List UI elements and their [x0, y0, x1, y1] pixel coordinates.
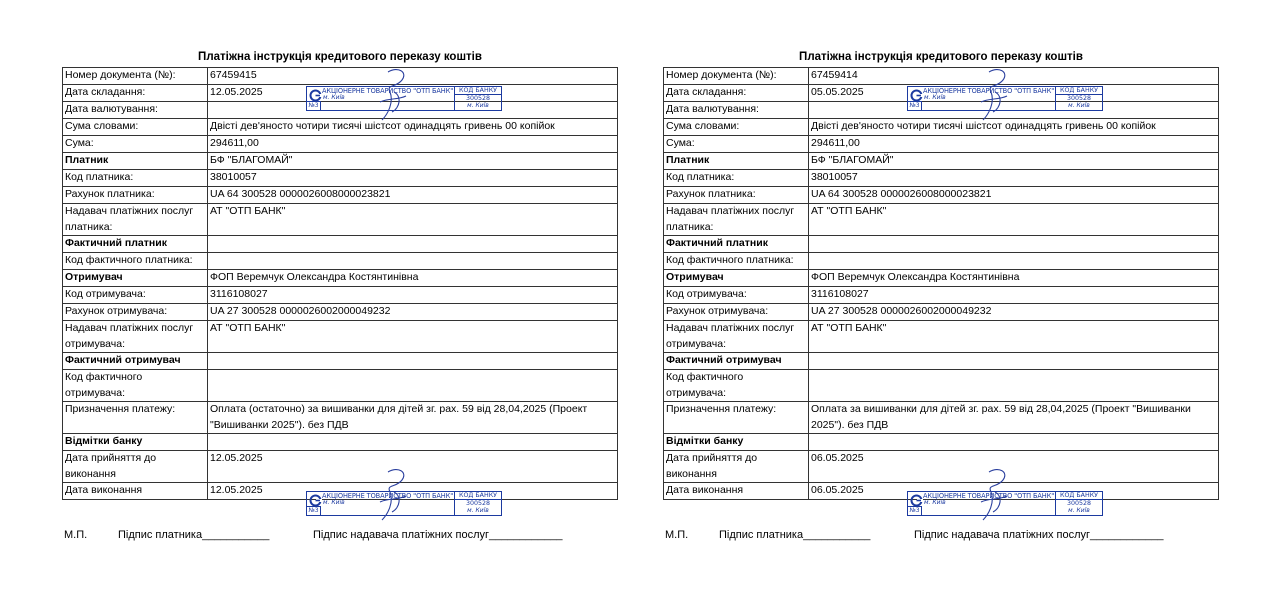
- handwritten-signature: [358, 462, 428, 532]
- label: Рахунок платника:: [664, 187, 809, 204]
- value: [809, 236, 1219, 253]
- value: АТ "ОТП БАНК": [809, 321, 1219, 353]
- row-payer: [63, 153, 618, 170]
- row-actual-payer: [63, 236, 618, 253]
- row-recipient-account: [63, 304, 618, 321]
- value: [809, 370, 1219, 402]
- value: ФОП Веремчук Олександра Костянтинівна: [208, 270, 618, 287]
- value: 06.05.2025: [809, 451, 1219, 483]
- value: Оплата (остаточно) за вишиванки для дітей зг. рах. 59 від 28,04,2025 (Проект "Вишиванки 2025"). без ПДВ: [208, 402, 618, 434]
- row-recipient-code: [664, 287, 1219, 304]
- row-payer-code: [63, 170, 618, 187]
- row-payment-purpose: [63, 402, 618, 434]
- value: 294611,00: [809, 136, 1219, 153]
- row-payer-provider: [63, 204, 618, 236]
- row-recipient: [63, 270, 618, 287]
- payment-form-table: [663, 67, 1219, 500]
- row-actual-recipient: [664, 353, 1219, 370]
- value: АТ "ОТП БАНК": [208, 321, 618, 353]
- row-payer-account: [63, 187, 618, 204]
- stamp-code-label: КОД БАНКУ: [1056, 492, 1102, 500]
- label: Надавач платіжних послуг платника:: [63, 204, 208, 236]
- value: [208, 353, 618, 370]
- value: 67459414: [809, 68, 1219, 85]
- mp-label: М.П.: [64, 529, 88, 541]
- stamp-city: м. Київ: [924, 499, 946, 506]
- label: Призначення платежу:: [664, 402, 809, 434]
- label: Сума словами:: [664, 119, 809, 136]
- handwritten-signature: [959, 462, 1029, 532]
- row-recipient-code: [63, 287, 618, 304]
- row-payer-provider: [664, 204, 1219, 236]
- stamp-number: №3: [307, 101, 321, 110]
- value: [809, 434, 1219, 451]
- row-bank-marks: [63, 434, 618, 451]
- stamp-number: №3: [307, 506, 321, 515]
- label: Сума:: [63, 136, 208, 153]
- label: Дата складання:: [63, 85, 208, 102]
- label: Дата складання:: [664, 85, 809, 102]
- row-recipient-provider: [664, 321, 1219, 353]
- value: UA 64 300528 0000026008000023821: [208, 187, 618, 204]
- label: Надавач платіжних послуг отримувача:: [63, 321, 208, 353]
- label: Надавач платіжних послуг платника:: [664, 204, 809, 236]
- stamp-bank-code: 300528: [465, 95, 491, 102]
- payer-signature-line: Підпис платника___________: [118, 529, 270, 541]
- payment-instruction-left: [62, 48, 618, 500]
- value: 294611,00: [208, 136, 618, 153]
- handwritten-signature: [358, 62, 428, 132]
- stamp-city: м. Київ: [323, 94, 345, 101]
- label: Номер документа (№):: [63, 68, 208, 85]
- label: Дата валютування:: [664, 102, 809, 119]
- payment-form-table: [62, 67, 618, 500]
- label: Надавач платіжних послуг отримувача:: [664, 321, 809, 353]
- label: Дата валютування:: [63, 102, 208, 119]
- value: UA 27 300528 0000026002000049232: [208, 304, 618, 321]
- label: Відмітки банку: [664, 434, 809, 451]
- label: Рахунок отримувача:: [664, 304, 809, 321]
- label: Платник: [664, 153, 809, 170]
- value: 12.05.2025: [208, 483, 618, 500]
- label: Дата виконання: [63, 483, 208, 500]
- value: UA 27 300528 0000026002000049232: [809, 304, 1219, 321]
- row-payer-account: [664, 187, 1219, 204]
- label: Код отримувача:: [63, 287, 208, 304]
- label: Сума:: [664, 136, 809, 153]
- value: 05.05.2025: [809, 85, 1219, 102]
- label: Фактичний платник: [664, 236, 809, 253]
- value: БФ "БЛАГОМАЙ": [809, 153, 1219, 170]
- label: Призначення платежу:: [63, 402, 208, 434]
- label: Відмітки банку: [63, 434, 208, 451]
- provider-signature-line: Підпис надавача платіжних послуг____________: [914, 529, 1164, 541]
- stamp-bank-code: 300528: [465, 500, 491, 507]
- value: 67459415: [208, 68, 618, 85]
- row-amount-words: [664, 119, 1219, 136]
- row-payer: [664, 153, 1219, 170]
- row-payer-code: [664, 170, 1219, 187]
- label: Отримувач: [664, 270, 809, 287]
- value: 38010057: [208, 170, 618, 187]
- stamp-code-city: м. Київ: [467, 102, 489, 109]
- label: Рахунок отримувача:: [63, 304, 208, 321]
- value: АТ "ОТП БАНК": [208, 204, 618, 236]
- row-actual-recipient-code: [63, 370, 618, 402]
- stamp-bank-name: АКЦІОНЕРНЕ ТОВАРИСТВО "ОТП БАНК": [322, 492, 454, 500]
- row-doc-number: [63, 68, 618, 85]
- row-actual-payer-code: [63, 253, 618, 270]
- row-bank-marks: [664, 434, 1219, 451]
- value: [208, 434, 618, 451]
- row-amount-words: [63, 119, 618, 136]
- payer-signature-line: Підпис платника___________: [719, 529, 871, 541]
- label: Код платника:: [664, 170, 809, 187]
- row-actual-payer-code: [664, 253, 1219, 270]
- label: Код отримувача:: [664, 287, 809, 304]
- stamp-code-label: КОД БАНКУ: [1056, 87, 1102, 95]
- row-amount: [664, 136, 1219, 153]
- stamp-code-city: м. Київ: [467, 507, 489, 514]
- label: Дата прийняття до виконання: [63, 451, 208, 483]
- stamp-bank-code: 300528: [1066, 95, 1092, 102]
- value: [809, 253, 1219, 270]
- row-recipient-account: [664, 304, 1219, 321]
- label: Дата виконання: [664, 483, 809, 500]
- stamp-bank-name: АКЦІОНЕРНЕ ТОВАРИСТВО "ОТП БАНК": [923, 492, 1055, 500]
- stamp-number: №3: [908, 506, 922, 515]
- label: Код фактичного платника:: [63, 253, 208, 270]
- value: 12.05.2025: [208, 451, 618, 483]
- value: [208, 236, 618, 253]
- value: БФ "БЛАГОМАЙ": [208, 153, 618, 170]
- row-amount: [63, 136, 618, 153]
- row-recipient: [664, 270, 1219, 287]
- row-actual-payer: [664, 236, 1219, 253]
- label: Номер документа (№):: [664, 68, 809, 85]
- mp-label: М.П.: [665, 529, 689, 541]
- label: Код фактичного отримувача:: [664, 370, 809, 402]
- value: [208, 370, 618, 402]
- label: Рахунок платника:: [63, 187, 208, 204]
- value: ФОП Веремчук Олександра Костянтинівна: [809, 270, 1219, 287]
- payment-instruction-right: [663, 48, 1219, 500]
- value: UA 64 300528 0000026008000023821: [809, 187, 1219, 204]
- stamp-number: №3: [908, 101, 922, 110]
- value: [809, 353, 1219, 370]
- row-actual-recipient: [63, 353, 618, 370]
- stamp-code-label: КОД БАНКУ: [455, 87, 501, 95]
- label: Фактичний отримувач: [664, 353, 809, 370]
- label: Отримувач: [63, 270, 208, 287]
- provider-signature-line: Підпис надавача платіжних послуг____________: [313, 529, 563, 541]
- value: [208, 253, 618, 270]
- value: Оплата за вишиванки для дітей зг. рах. 59 від 28,04,2025 (Проект "Вишиванки 2025"). без ПДВ: [809, 402, 1219, 434]
- row-actual-recipient-code: [664, 370, 1219, 402]
- label: Платник: [63, 153, 208, 170]
- label: Код фактичного отримувача:: [63, 370, 208, 402]
- stamp-bank-code: 300528: [1066, 500, 1092, 507]
- label: Фактичний платник: [63, 236, 208, 253]
- label: Фактичний отримувач: [63, 353, 208, 370]
- stamp-city: м. Київ: [924, 94, 946, 101]
- row-payment-purpose: [664, 402, 1219, 434]
- label: Код фактичного платника:: [664, 253, 809, 270]
- stamp-code-label: КОД БАНКУ: [455, 492, 501, 500]
- stamp-code-city: м. Київ: [1068, 102, 1090, 109]
- value: 38010057: [809, 170, 1219, 187]
- value: 3116108027: [809, 287, 1219, 304]
- value: 3116108027: [208, 287, 618, 304]
- document-title: Платіжна інструкція кредитового переказу коштів: [799, 51, 1083, 63]
- value: 12.05.2025: [208, 85, 618, 102]
- label: Код платника:: [63, 170, 208, 187]
- handwritten-signature: [959, 62, 1029, 132]
- value: 06.05.2025: [809, 483, 1219, 500]
- document-title: Платіжна інструкція кредитового переказу коштів: [198, 51, 482, 63]
- label: Дата прийняття до виконання: [664, 451, 809, 483]
- stamp-bank-name: АКЦІОНЕРНЕ ТОВАРИСТВО "ОТП БАНК": [322, 87, 454, 95]
- stamp-code-city: м. Київ: [1068, 507, 1090, 514]
- stamp-city: м. Київ: [323, 499, 345, 506]
- value: Двісті дев'яносто чотири тисячі шістсот одинадцять гривень 00 копійок: [809, 119, 1219, 136]
- label: Сума словами:: [63, 119, 208, 136]
- stamp-bank-name: АКЦІОНЕРНЕ ТОВАРИСТВО "ОТП БАНК": [923, 87, 1055, 95]
- row-acceptance-date: [664, 451, 1219, 483]
- row-acceptance-date: [63, 451, 618, 483]
- row-recipient-provider: [63, 321, 618, 353]
- value: АТ "ОТП БАНК": [809, 204, 1219, 236]
- value: Двісті дев'яносто чотири тисячі шістсот одинадцять гривень 00 копійок: [208, 119, 618, 136]
- row-doc-number: [664, 68, 1219, 85]
